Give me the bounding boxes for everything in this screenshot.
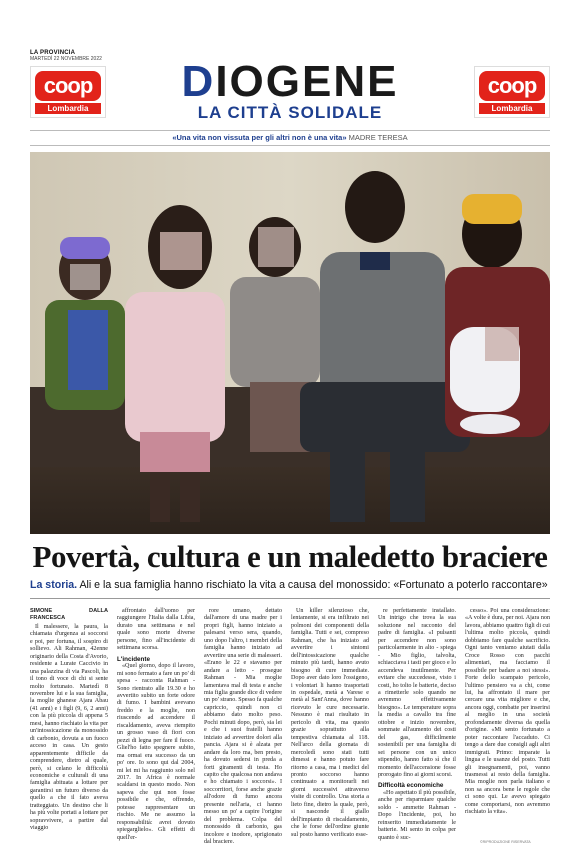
article-column-1 bbox=[30, 608, 108, 840]
coop-logo-wordmark: coop bbox=[479, 71, 545, 101]
article-text: re perfettamente installato. Un intrigo che trova la sua soluzione nel racconto del padre di famiglia. «I pulsanti per accendere non sono particolarmente in alto - spiega - Mio figlio, talvolta, schiacciava i tasti per gioco e lo accendeva inutilmente. Per evitare che succedesse, visto i costi, ho tolto le batterie, deciso a rimetterle solo quando ne avremmo effettivamente bisogno». Le temperature sopra la media a cavallo tra fine ottobre e inizio novembre, sommate all'aumento dei costi del gas, difficilmente sostenibili per una famiglia di sei persone con un unico stipendio, hanno fatto sì che il momento dell'accensione fosse prorogato fino ai giorni scorsi. bbox=[378, 608, 456, 778]
article-text: cesso». Poi una considerazione: «A volte è dura, per noi. Ajara non lavora, abbiamo quattro figli di cui l'ultima molto piccola, quindi dobbiamo fare qualche sacrificio. Ogni tanto veniamo aiutati dalla Croce Rosso con pacchi alimentari, ma facciamo il possibile per badare a noi stessi». Forte dello scampato pericolo, l'ultimo pensiero va a chi, come lui, ha affrontato il mare per cercare una vita migliore e che, ancora oggi, combatte per inserirsi al meglio in una società profondamente diversa da quella d'origine. «Mi sento fortunato a poter raccontare l'accaduto. Ci tengo a dare due consigli agli altri immigrati. Primo: imparate la lingua e le usanze del posto. Tutti gli insegnamenti, poi, vanno trasmessi ai resto della famiglia. Mia moglie non parla italiano e non sa ancora bene le regole che ci sono qui. Le avevo spiegato come comportarsi, non avremmo rischiato la vita». bbox=[465, 608, 550, 816]
masthead-info bbox=[30, 50, 102, 62]
section-title-initial: D bbox=[181, 57, 216, 106]
headline-divider bbox=[30, 598, 550, 599]
quote-text: «Una vita non vissuta per gli altri non è una vita» bbox=[172, 133, 347, 142]
article-text: affrontato dall'uomo per raggiungere l'Italia dalla Libia, durato una settimana e nel quale sono morte diverse persone, fino all'incidente di settimana scorsa. bbox=[117, 608, 195, 652]
coop-logo-wordmark: coop bbox=[35, 71, 101, 101]
coop-logo-region: Lombardia bbox=[479, 103, 545, 114]
article-column-6 bbox=[465, 608, 550, 840]
article-text: Il malessere, la paura, la chiamata d'urgenza ai soccorsi e poi, per fortuna, il sospiro di sollievo. Ali Rahman, 42enne originario della Costa d'Avorio, residente a Lurate Caccivio in una palazzina di via Pascoli, ha il tono di voce di chi si sente molto fortunato. Martedì 8 novembre lui e la sua famiglia, la moglie ghanese Ajara Abau (41 anni) e i figli (9, 6, 2 anni) con la più piccola di appena 5 mesi, hanno rischiato la vita per un'intossicazione da monossido di carbonio, dovuta a un fuoco acceso in casa. Un gesto apparentemente difficile da comprendere, dietro al quale, però, si celano le difficoltà economiche e culturali di una famiglia abituata a lottare per garantirsi un futuro diverso da quello a che il fato aveva tratteggiato. Un destino che li ha più volte portati a lottare per sopravvivere, a partire dal viaggio bbox=[30, 623, 108, 832]
article-column-4 bbox=[291, 608, 369, 840]
article-byline: SIMONE DALLA FRANCESCA bbox=[30, 608, 108, 622]
coop-logo-region: Lombardia bbox=[35, 103, 101, 114]
article-column-5 bbox=[378, 608, 456, 840]
quote-author: MADRE TERESA bbox=[348, 133, 408, 142]
article-text: «Ho aspettato il più possibile, anche per risparmiare qualche soldo - ammette Rahman - Dopo l'incidente, poi, ho reinserito immediatamente le batterie. Mi sento in colpa per quanto è suc- bbox=[378, 789, 456, 841]
article-column-2 bbox=[117, 608, 195, 840]
family-photo-illustration bbox=[30, 152, 550, 534]
article-deck bbox=[30, 578, 550, 592]
section-subtitle: LA CITTÀ SOLIDALE bbox=[197, 103, 383, 122]
deck-lead: La storia. bbox=[30, 579, 78, 591]
coop-logo-right[interactable] bbox=[474, 66, 550, 118]
article-text: Un killer silenzioso che, lentamente, si era infiltrato nei polmoni dei componenti della famiglia. Tutti e sei, compreso Rahman, che ha iniziato ad avvertire i sintomi dell'intossicazione qualche minuto più tardi, hanno avuto bisogno di cure immediate. Dopo aver dato loro l'ossigeno, i volontari li hanno trasportati in ospedale, metà a Varese e metà al Sant'Anna, dove hanno ricevuto le cure necessarie. Nessuno è mai risultato in pericolo di vita, ma questo grazie soprattutto alla tempestiva chiamata al 118. Nell'arco della giornata di mercoledì sono stati tutti dimessi e hanno potuto fare ritorno a casa, ma i medici del pronto soccorso hanno continuato a monitorarli nei giorni successivi attraverso visite di controllo. Una storia a lieto fine, dietro la quale, però, si nasconde il giallo dell'impianto di riscaldamento, che le forse dell'ordine giunte sul posto hanno verificato esse- bbox=[291, 608, 369, 838]
subheading-difficolta: Difficoltà economiche bbox=[378, 782, 444, 790]
article-headline: Povertà, cultura e un maledetto braciere bbox=[32, 539, 548, 574]
section-title bbox=[110, 57, 470, 106]
publication-date: MARTEDÌ 22 NOVEMBRE 2022 bbox=[30, 55, 102, 62]
subheading-incidente: L'incidente bbox=[117, 655, 150, 663]
article-text: rore umano, dettato dall'amore di una madre per i propri figli, hanno iniziato a palesarsi verso sera, quando, uno dopo l'altro, i membri della famiglia hanno iniziato ad avvertire una serie di malesseri. «Erano le 22 e stavamo per andare a letto - prosegue Rahman - Mia moglie lamentava mal di testa e anche mia figlia grande dice di vedere un po' strano. Spesso fa qualche capriccio, quindi non ci abbiamo dato molto peso. Pochi minuti dopo, però, sia lei e che i suoi fratelli hanno iniziato ad avvertire dolori alla pancia. Ajara si è alzata per andare da loro ma, ben presto, ha dovuto sedersi in preda a forti giramenti di testa. Ho capito che qualcosa non andava e ho chiamato i soccorsi». I soccorritori, forse anche grazie all'odore di fumo ancora presente nell'aria, ci hanno messo un po' a capire l'origine del problema. Colpa del monossido di carbonio, gas incolore e inodore, sprigionato dal braciere. bbox=[204, 608, 282, 846]
coop-logo-left[interactable] bbox=[30, 66, 106, 118]
deck-text: Ali e la sua famiglia hanno rischiato la vita a causa del monossido: «Fortunato a poterlo raccontare» bbox=[77, 579, 548, 591]
copyright-notice: ©RIPRODUZIONE RISERVATA bbox=[480, 840, 531, 844]
article-column-3 bbox=[204, 608, 282, 846]
section-title-rest: IOGENE bbox=[215, 57, 399, 106]
article-text: «Quel giorno, dopo il lavoro, mi sono fermato a fare un po' di spesa - racconta Rahman - Sono rientrato alle 19.30 e ho avvertito subito un forte odore di fumo. I bambini avevano freddo e la moglie, non riuscendo ad accendere il riscaldamento, aveva riempito un grosso vaso di fiori con pezzi di legna per fare il fuoco. Gliel'ho fatto spegnere subito, ma ormai era successo da un po' ore. Io sono qui dal 2004, mi lei mi ha raggiunto solo nel 2017. In Africa è normale scaldarsi in questo modo. Non sapeva che qui non fosse possibile e che, offrendo, potesse rappresentare un rischio. Me ne assumo la responsabilità: avrei dovuto spiegarglielo». Gli effetti di quell'er- bbox=[117, 663, 195, 841]
quote-bar bbox=[30, 130, 550, 146]
family-photo[interactable] bbox=[30, 152, 550, 534]
paper-name: LA PROVINCIA bbox=[30, 50, 76, 56]
